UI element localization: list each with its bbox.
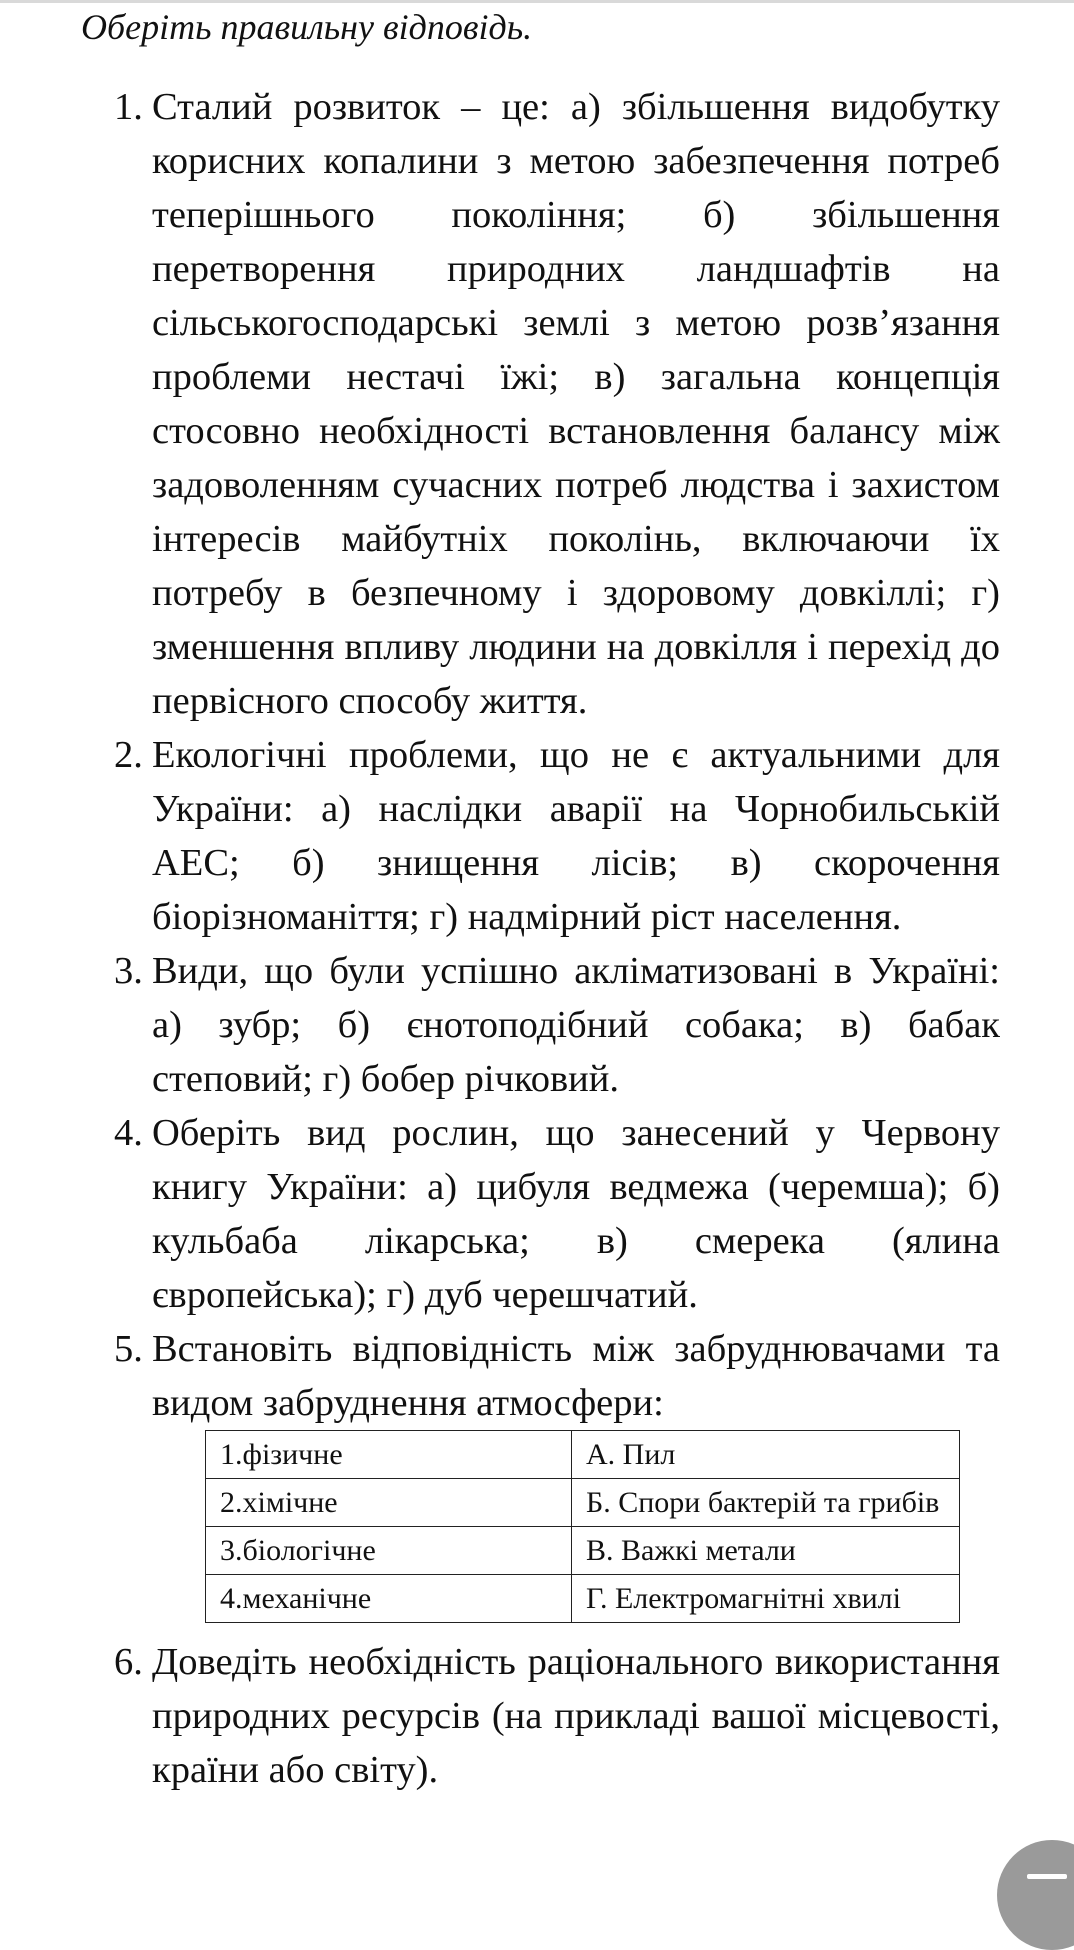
pollution-type-cell: 1.фізичне bbox=[206, 1431, 572, 1479]
pollutant-cell: А. Пил bbox=[572, 1431, 960, 1479]
instruction-heading: Оберіть правильну відповідь. bbox=[81, 7, 533, 47]
pollution-type-cell: 2.хімічне bbox=[206, 1479, 572, 1527]
question-number: 4. bbox=[114, 1112, 143, 1154]
scroll-menu-button[interactable] bbox=[997, 1840, 1074, 1950]
table-row bbox=[206, 1431, 960, 1479]
pollutant-cell: В. Важкі метали bbox=[572, 1527, 960, 1575]
question-3 bbox=[112, 944, 1000, 1106]
question-2 bbox=[112, 728, 1000, 944]
table-row bbox=[206, 1575, 960, 1623]
question-text: Встановіть відповідність між забруднювачами та видом забруднення атмосфери: bbox=[152, 1328, 1000, 1424]
question-5 bbox=[112, 1322, 1000, 1430]
table-row bbox=[206, 1479, 960, 1527]
question-list bbox=[112, 80, 1000, 1797]
question-4 bbox=[112, 1106, 1000, 1322]
menu-icon bbox=[1027, 1874, 1067, 1879]
question-text: Оберіть вид рослин, що занесений у Червону книгу України: а) цибуля ведмежа (черемша); б) кульбаба лікарська; в) смерека (ялина європейська); г) дуб черешчатий. bbox=[152, 1112, 1000, 1316]
question-number: 3. bbox=[114, 950, 143, 992]
table-row bbox=[206, 1527, 960, 1575]
question-number: 1. bbox=[114, 86, 143, 128]
question-6 bbox=[112, 1635, 1000, 1797]
question-number: 5. bbox=[114, 1328, 143, 1370]
question-number: 6. bbox=[114, 1641, 143, 1683]
pollution-type-cell: 4.механічне bbox=[206, 1575, 572, 1623]
question-text: Доведіть необхідність раціонального використання природних ресурсів (на прикладі вашої місцевості, країни або світу). bbox=[152, 1641, 1000, 1791]
question-text: Види, що були успішно акліматизовані в Україні: а) зубр; б) єнотоподібний собака; в) бабак степовий; г) бобер річковий. bbox=[152, 950, 1000, 1100]
pollutant-cell: Б. Спори бактерій та грибів bbox=[572, 1479, 960, 1527]
pollution-type-cell: 3.біологічне bbox=[206, 1527, 572, 1575]
matching-table-container bbox=[112, 1430, 1000, 1623]
question-1 bbox=[112, 80, 1000, 728]
question-number: 2. bbox=[114, 734, 143, 776]
question-text: Екологічні проблеми, що не є актуальними для України: а) наслідки аварії на Чорнобильській АЕС; б) знищення лісів; в) скорочення біорізноманіття; г) надмірний ріст населення. bbox=[152, 734, 1000, 938]
matching-table bbox=[205, 1430, 960, 1623]
question-text: Сталий розвиток – це: а) збільшення видобутку корисних копалини з метою забезпечення потреб теперішнього покоління; б) збільшення перетворення природних ландшафтів на сільськогосподарські землі з метою розв’язання проблеми нестачі їжі; в) загальна концепція стосовно необхідності встановлення балансу між задоволенням сучасних потреб людства і захистом інтересів майбутніх поколінь, включаючи їх потребу в безпечному і здоровому довкіллі; г) зменшення впливу людини на довкілля і перехід до первісного способу життя. bbox=[152, 86, 1000, 722]
pollutant-cell: Г. Електромагнітні хвилі bbox=[572, 1575, 960, 1623]
